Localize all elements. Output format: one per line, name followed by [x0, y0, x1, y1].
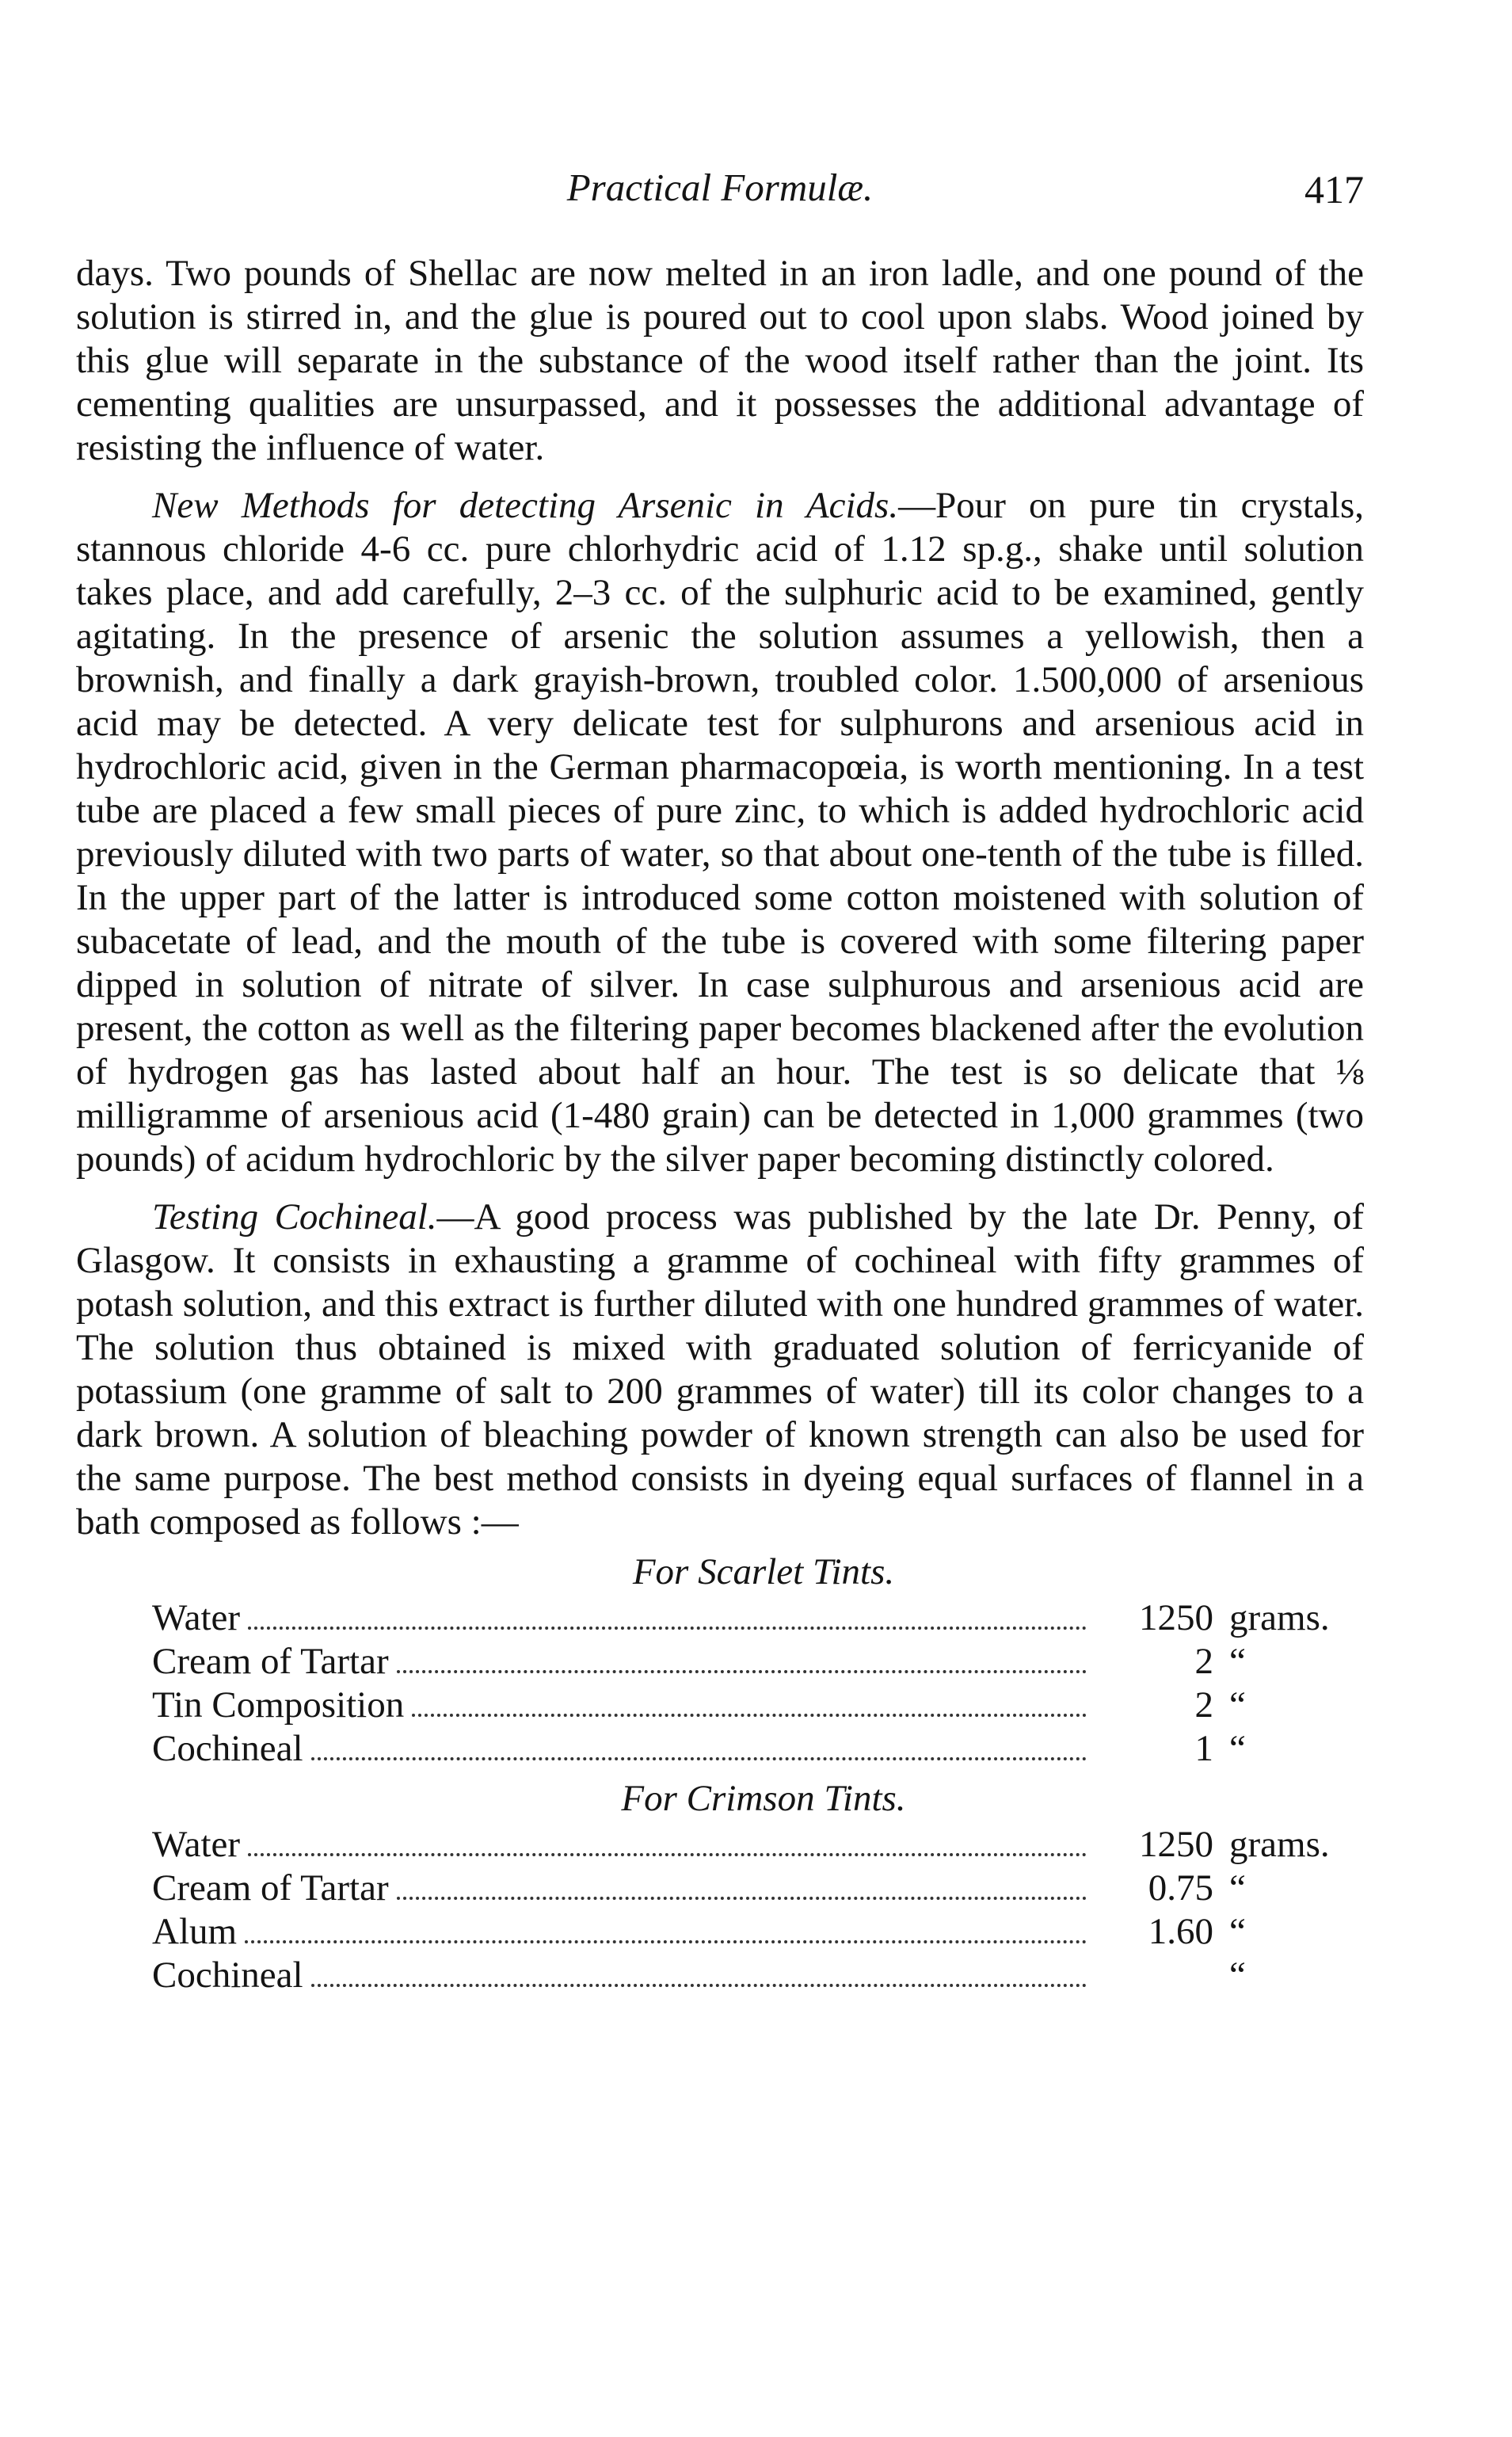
ingredient-name: Cochineal [152, 1728, 303, 1769]
running-header [76, 165, 1364, 215]
ingredient-unit: “ [1229, 1955, 1246, 1996]
ingredient-qty: 1250 [1139, 1597, 1213, 1638]
recipe-row [152, 1954, 1364, 1997]
paragraph-shellac-glue: days. Two pounds of Shellac are now melted in an iron ladle, and one pound of the solution is stirred in, and the glue is poured out to cool upon slabs. Wood joined by this glue will separate in the substance of the wood itself rather than the joint. Its cementing qualities are unsurpassed, and it possesses the additional advantage of resisting the influence of water. [76, 253, 1364, 468]
ingredient-name: Alum [152, 1911, 238, 1952]
page-body [76, 252, 1364, 1997]
paragraph-arsenic-methods [76, 484, 1364, 1181]
ingredient-unit: “ [1229, 1911, 1246, 1952]
ingredient-unit: grams. [1229, 1597, 1330, 1638]
cochineal-text: —A good process was published by the late Dr. Penny, of Glasgow. It consists in exhausting a gramme of cochineal with fifty grammes of potash solution, and this extract is further diluted with one hundred grammes of water. The solution thus obtained is mixed with graduated solution of ferricyanide of potassium (one gramme of salt to 200 grammes of water) till its color changes to a dark brown. A solution of bleaching powder of known strength can also be used for the same purpose. The best method consists in dyeing equal surfaces of flannel in a bath composed as follows :— [76, 1196, 1364, 1543]
crimson-tints-title: For Crimson Tints. [621, 1778, 906, 1819]
paragraph-testing-cochineal [76, 1196, 1364, 1544]
ingredient-name: Cochineal [152, 1955, 303, 1996]
ingredient-unit: “ [1229, 1684, 1246, 1726]
ingredient-unit: “ [1229, 1728, 1246, 1769]
recipe-row [152, 1867, 1364, 1910]
ingredient-qty: 1.60 [1148, 1911, 1213, 1952]
recipe-row [152, 1684, 1364, 1727]
running-title: Practical Formulæ. [566, 166, 874, 209]
page-number: 417 [1304, 167, 1364, 212]
arsenic-text: —Pour on pure tin crystals, stannous chloride 4-6 cc. pure chlorhydric acid of 1.12 sp.g., shake until solution takes place, and add carefully, 2–3 cc. of the sulphuric acid to be examined, gently agitating. In the presence of arsenic the solution assumes a yellowish, then a brownish, and finally a dark grayish-brown, troubled color. 1.500,000 of arsenious acid may be detected. A very delicate test for sulphurons and arsenious acid in hydrochloric acid, given in the German pharmacopœia, is worth mentioning. In a test tube are placed a few small pieces of pure zinc, to which is added hydrochloric acid previously diluted with two parts of water, so that about one-tenth of the tube is filled. In the upper part of the latter is introduced some cotton moistened with solution of subacetate of lead, and the mouth of the tube is covered with some filtering paper dipped in solution of nitrate of silver. In case sulphurous and arsenious acid are present, the cotton as well as the filtering paper becomes blackened after the evolution of hydrogen gas has lasted about half an hour. The test is so delicate that ⅛ milligramme of arsenious acid (1-480 grain) can be detected in 1,000 grammes (two pounds) of acidum hydrochloric by the silver paper becoming distinctly colored. [76, 485, 1364, 1180]
recipe-row [152, 1727, 1364, 1771]
ingredient-name: Cream of Tartar [152, 1867, 389, 1909]
ingredient-qty: 2 [1194, 1684, 1213, 1726]
ingredient-unit: “ [1229, 1867, 1246, 1909]
ingredient-qty: 2 [1194, 1641, 1213, 1682]
ingredient-unit: “ [1229, 1641, 1246, 1682]
recipe-row [152, 1910, 1364, 1954]
ingredient-qty: 1 [1194, 1728, 1213, 1769]
scarlet-tints-title: For Scarlet Tints. [632, 1551, 895, 1592]
recipe-row [152, 1596, 1364, 1640]
ingredient-name: Cream of Tartar [152, 1641, 389, 1682]
recipe-row [152, 1640, 1364, 1684]
ingredient-name: Water [152, 1597, 241, 1638]
ingredient-name: Tin Composition [152, 1684, 405, 1726]
crimson-tints-table [152, 1823, 1364, 1997]
recipe-row [152, 1823, 1364, 1867]
ingredient-qty: 1250 [1139, 1824, 1213, 1865]
ingredient-name: Water [152, 1824, 241, 1865]
ingredient-qty: 0.75 [1148, 1867, 1213, 1909]
scarlet-tints-table [152, 1596, 1364, 1771]
cochineal-heading: Testing Cochineal. [152, 1196, 437, 1238]
ingredient-unit: grams. [1229, 1824, 1330, 1865]
arsenic-heading: New Methods for detecting Arsenic in Acids. [152, 485, 899, 526]
